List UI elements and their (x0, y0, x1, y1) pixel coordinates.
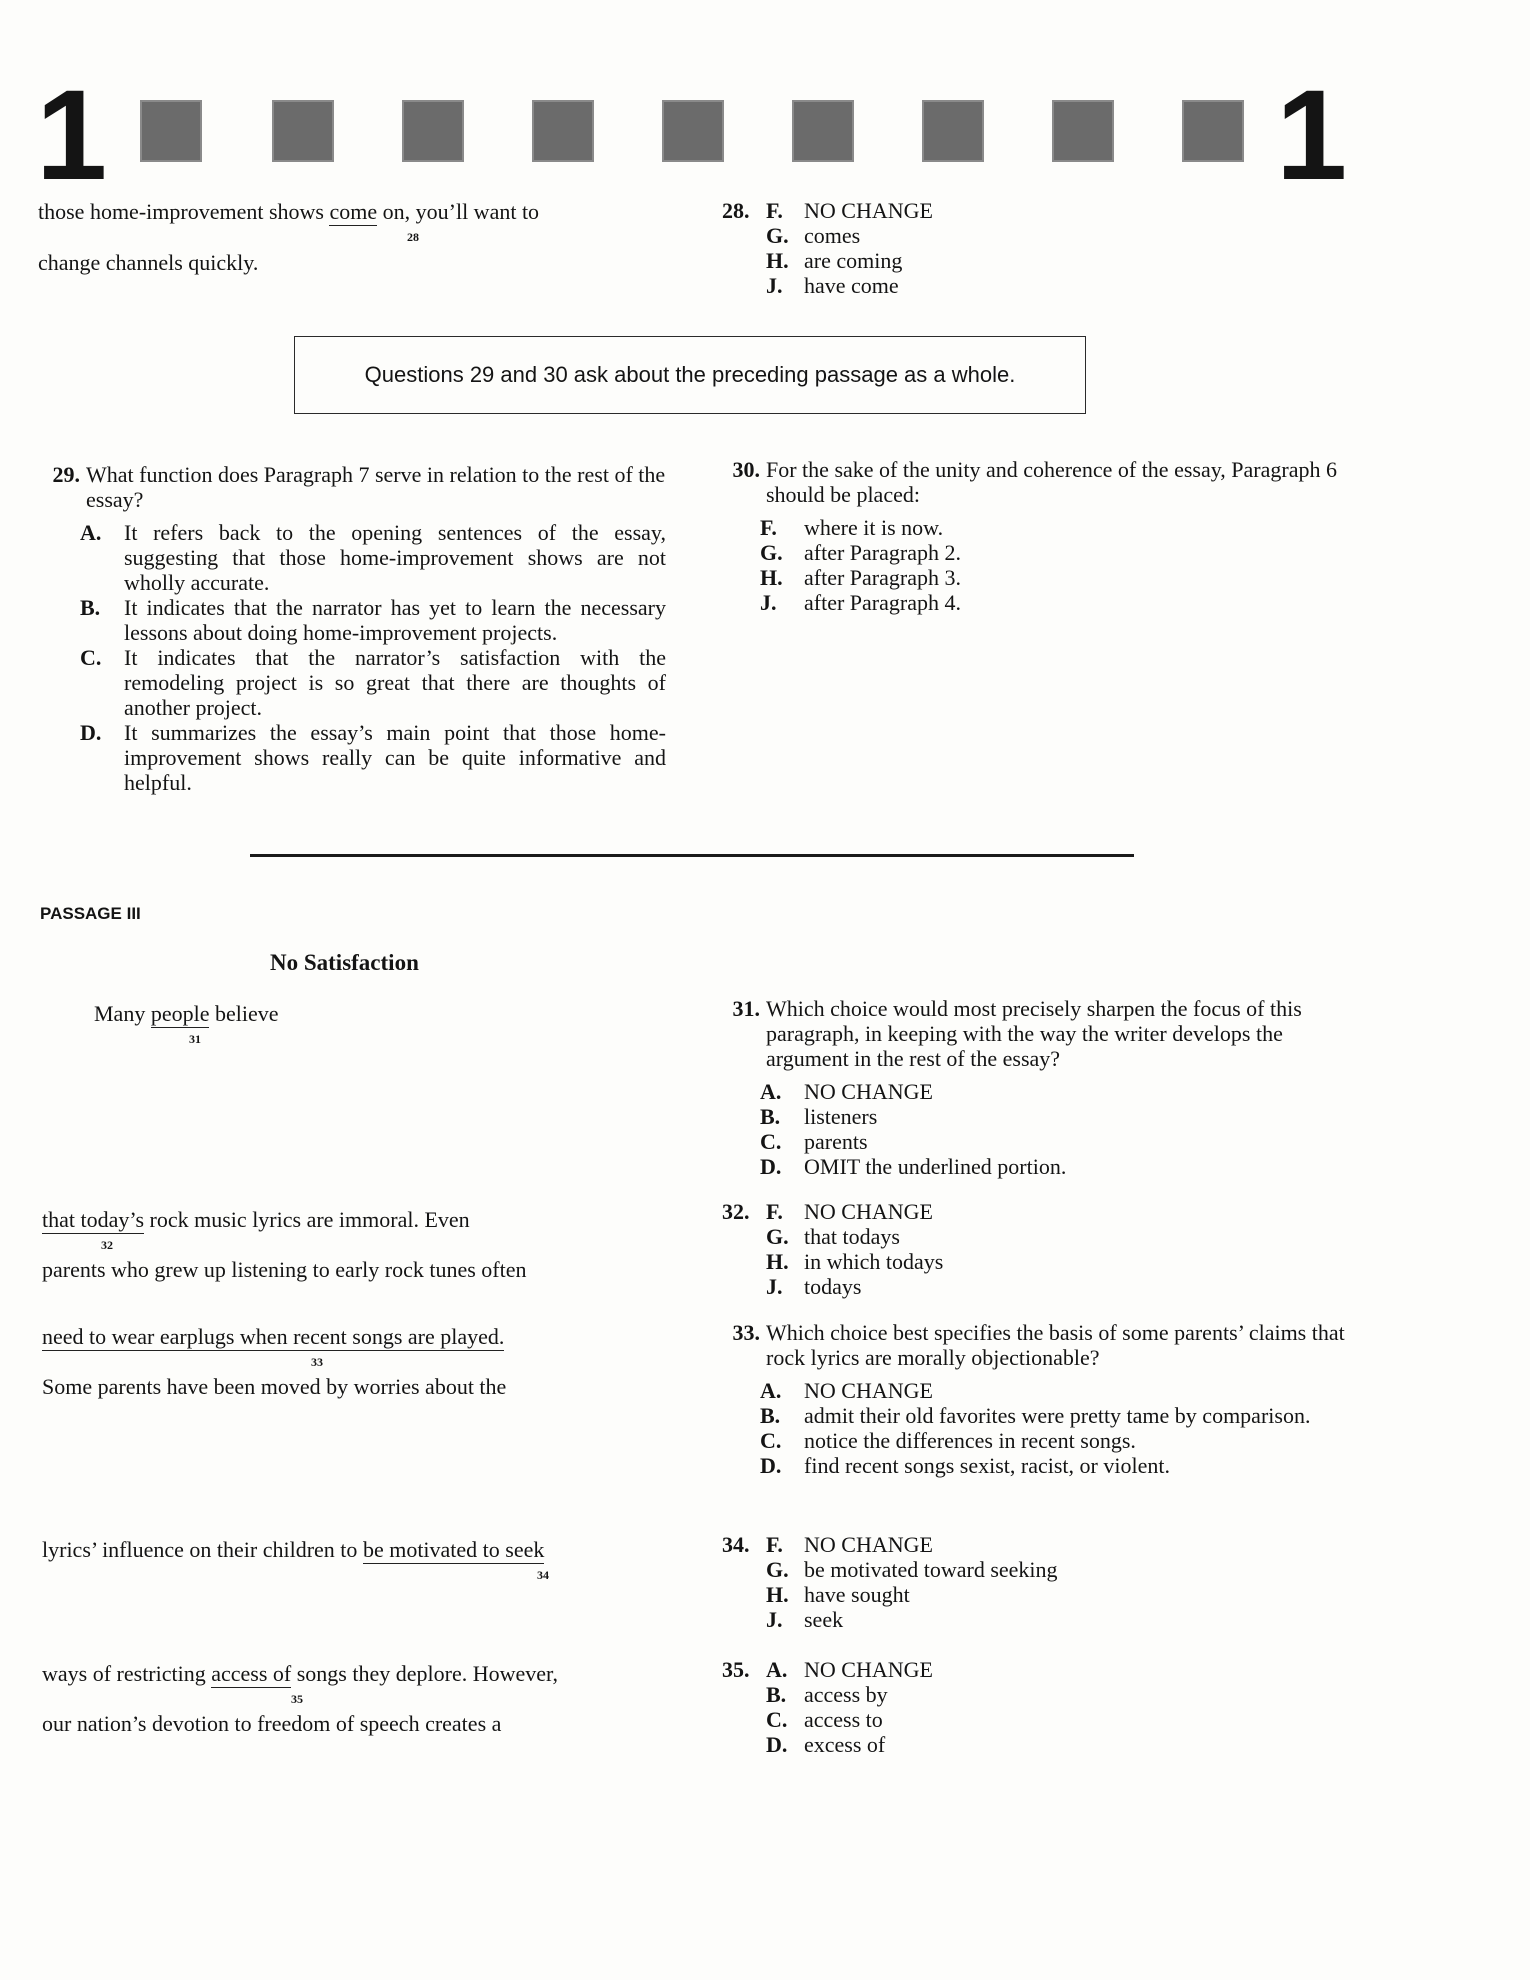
choice-text: NO CHANGE (804, 1657, 933, 1682)
passage-line (42, 1324, 504, 1350)
choice-text: after Paragraph 4. (804, 590, 961, 615)
choice-text: NO CHANGE (804, 1378, 933, 1403)
header-square (662, 100, 724, 162)
question-marker: 34 (537, 1568, 549, 1582)
choice-text: be motivated toward seeking (804, 1557, 1058, 1582)
section-number-right: 1 (1276, 64, 1348, 207)
choice-text: todays (804, 1274, 862, 1299)
question-marker: 31 (189, 1032, 201, 1046)
section-divider (250, 854, 1134, 857)
underlined-portion: be motivated to seek (362, 1537, 545, 1562)
choice-text: excess of (804, 1732, 886, 1757)
choice-text: It summarizes the essay’s main point that those home-improvement shows really can be quite informative and helpful. (124, 720, 666, 795)
underlined-portion: people (150, 1001, 210, 1026)
question-stem: Which choice best specifies the basis of some parents’ claims that rock lyrics are morally objectionable? (766, 1320, 1345, 1370)
choice-text: in which todays (804, 1249, 944, 1274)
choice-text: after Paragraph 3. (804, 565, 961, 590)
choice-text: access to (804, 1707, 883, 1732)
question-number: 31. (732, 996, 760, 1021)
header-square (402, 100, 464, 162)
underlined-portion: need to wear earplugs when recent songs are played. (42, 1324, 505, 1349)
header-square (532, 100, 594, 162)
question-number: 32. (722, 1199, 750, 1224)
question-33: 33. Which choice best specifies the basis of some parents’ claims that rock lyrics are morally objectionable? A. NO CHANGE B. admit their old favorites were pretty tame by comparison. C. notice the differences in recent songs. D. find recent songs sexist, racist, or violent. (716, 1320, 1356, 1478)
question-32: 32. F. NO CHANGE G. that todays H. in which todays J. todays (722, 1199, 944, 1299)
choice-text: OMIT the underlined portion. (804, 1154, 1067, 1179)
passage-line: our nation’s devotion to freedom of speech creates a (42, 1711, 502, 1736)
header-square (922, 100, 984, 162)
question-28: 28. F. NO CHANGE G. comes H. are coming J. have come (722, 198, 933, 298)
header-square (1182, 100, 1244, 162)
question-number: 28. (722, 198, 750, 223)
question-stem: What function does Paragraph 7 serve in relation to the rest of the essay? (86, 462, 666, 512)
choice-text: have come (804, 273, 899, 298)
choice-text: listeners (804, 1104, 878, 1129)
choice-text: that todays (804, 1224, 900, 1249)
question-30: 30. For the sake of the unity and coherence of the essay, Paragraph 6 should be placed: F. where it is now. G. after Paragraph 2. H. after Paragraph 3. J. after Paragraph 4. (716, 457, 1346, 615)
choice-text: parents (804, 1129, 868, 1154)
question-number: 35. (722, 1657, 750, 1682)
choice-text: access by (804, 1682, 888, 1707)
passage-line: lyrics’ influence on their children to be motivated to seek (42, 1537, 545, 1562)
choice-text: It refers back to the opening sentences of the essay, suggesting that those home-improvement shows are not wholly accurate. (124, 520, 666, 595)
question-34: 34. F. NO CHANGE G. be motivated toward seeking H. have sought J. seek (722, 1532, 1058, 1632)
choice-text: seek (804, 1607, 844, 1632)
question-marker: 33 (311, 1355, 323, 1369)
question-31: 31. Which choice would most precisely sharpen the focus of this paragraph, in keeping with the way the writer develops the argument in the rest of the essay? A. NO CHANGE B. listeners C. parents D. OMIT the underlined portion. (716, 996, 1356, 1179)
question-number: 33. (732, 1320, 760, 1345)
question-marker: 35 (291, 1692, 303, 1706)
instruction-text: Questions 29 and 30 ask about the preceding passage as a whole. (364, 362, 1016, 387)
choice-text: are coming (804, 248, 903, 273)
passage-line: change channels quickly. (38, 250, 259, 275)
question-stem: Which choice would most precisely sharpen the focus of this paragraph, in keeping with the way the writer develops the argument in the rest of the essay? (766, 996, 1302, 1071)
passage-label: PASSAGE III (40, 904, 141, 923)
choice-text: It indicates that the narrator has yet to learn the necessary lessons about doing home-improvement projects. (124, 595, 666, 645)
choice-text: where it is now. (804, 515, 944, 540)
underlined-portion: that today’s (42, 1207, 145, 1232)
question-marker: 28 (407, 230, 419, 244)
choice-text: NO CHANGE (804, 1532, 933, 1557)
question-number: 29. (52, 462, 80, 487)
question-marker: 32 (101, 1238, 113, 1252)
underlined-portion: come (329, 199, 378, 224)
passage-line: parents who grew up listening to early rock tunes often (42, 1257, 527, 1282)
passage-line: Some parents have been moved by worries about the (42, 1374, 507, 1399)
question-35: 35. A. NO CHANGE B. access by C. access to D. excess of (722, 1657, 933, 1757)
passage-line: Many people believe (94, 1001, 279, 1026)
instruction-box (294, 336, 1086, 414)
choice-text: comes (804, 223, 861, 248)
question-number: 30. (732, 457, 760, 482)
choice-text: admit their old favorites were pretty tame by comparison. (804, 1403, 1311, 1428)
choice-text: notice the differences in recent songs. (804, 1428, 1136, 1453)
choice-text: NO CHANGE (804, 1199, 933, 1224)
header-square (1052, 100, 1114, 162)
underlined-portion: access of (211, 1661, 292, 1686)
passage-line: those home-improvement shows come on, you’ll want to (38, 199, 540, 224)
question-number: 34. (722, 1532, 750, 1557)
question-stem: For the sake of the unity and coherence of the essay, Paragraph 6 should be placed: (766, 457, 1337, 507)
passage-title: No Satisfaction (270, 950, 419, 975)
choice-text: NO CHANGE (804, 1079, 933, 1104)
question-29: 29. What function does Paragraph 7 serve in relation to the rest of the essay? A. It refers back to the opening sentences of the essay, suggesting that those home-improvement shows are not wholly accurate. B. It indicates that the narrator has yet to learn the necessary lessons about doing home-improvement projects. C. It indicates that the narrator’s satisfaction with the remodeling project is so great that there are thoughts of another project. D. It summarizes the essay’s main point that those home-improvement shows really can be quite informative and helpful. (36, 462, 666, 795)
section-number-left: 1 (36, 64, 108, 207)
choice-text: It indicates that the narrator’s satisfaction with the remodeling project is so great that there are thoughts of another project. (124, 645, 666, 720)
choice-text: have sought (804, 1582, 910, 1607)
header-square (140, 100, 202, 162)
passage-line: ways of restricting access of songs they deplore. However, (42, 1661, 558, 1686)
choice-text: NO CHANGE (804, 198, 933, 223)
header-square (272, 100, 334, 162)
choice-text: after Paragraph 2. (804, 540, 961, 565)
choice-text: find recent songs sexist, racist, or violent. (804, 1453, 1170, 1478)
passage-line: that today’s rock music lyrics are immoral. Even (42, 1207, 470, 1232)
header-square (792, 100, 854, 162)
